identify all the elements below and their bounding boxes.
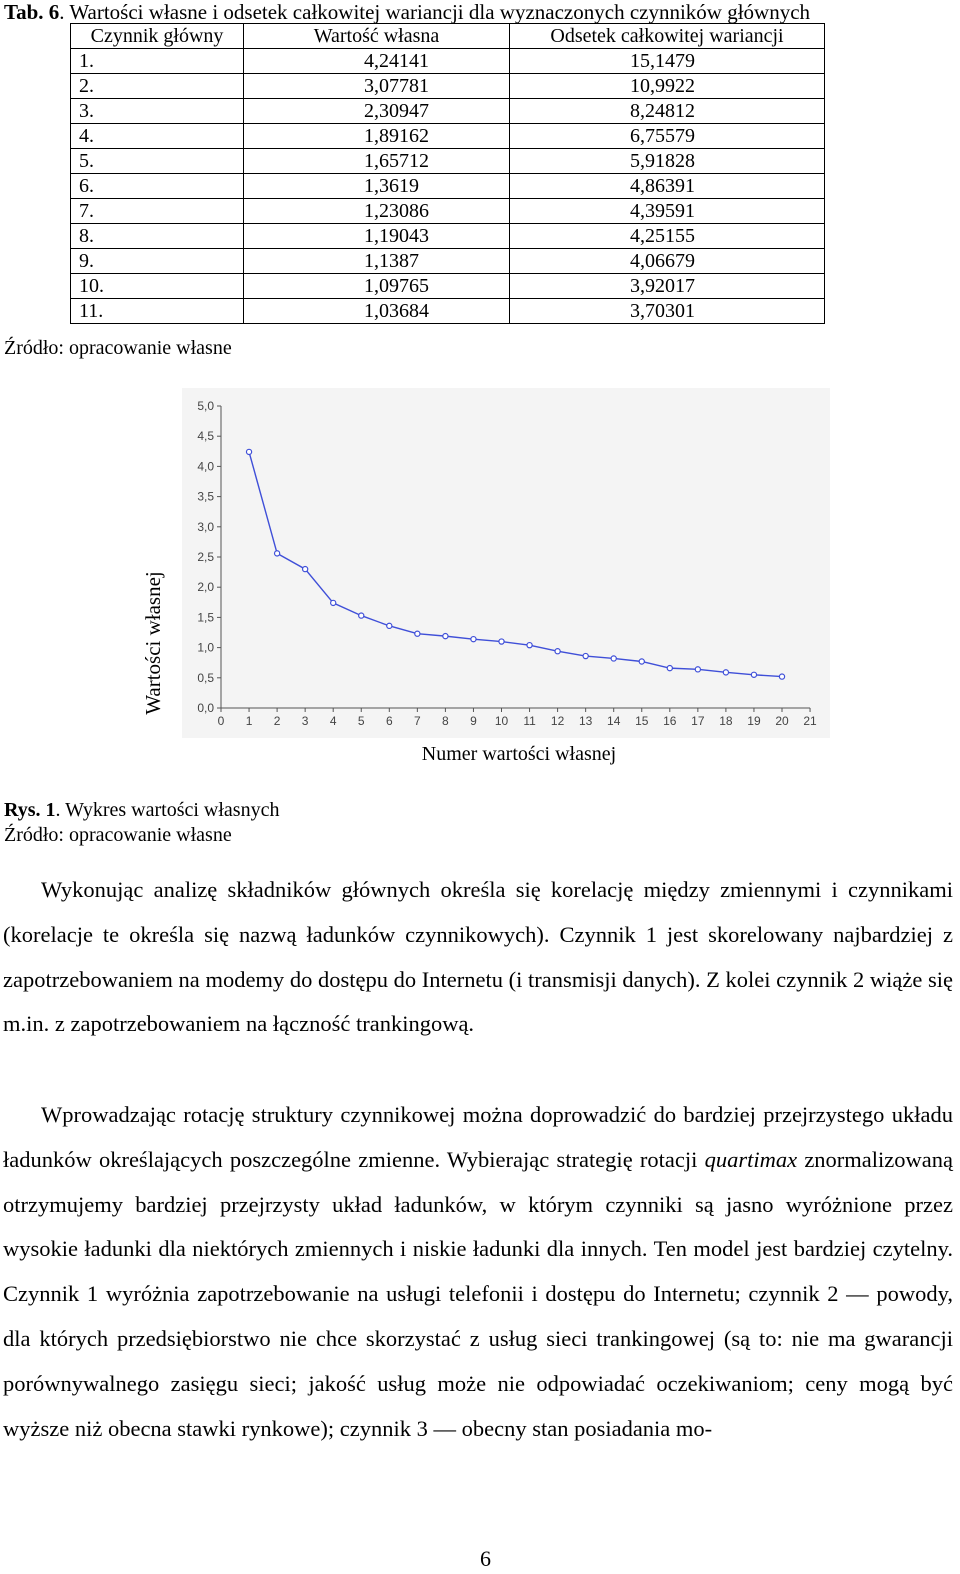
- table-row: [71, 249, 825, 274]
- x-tick-label: 17: [691, 714, 705, 728]
- x-tick-label: 8: [442, 714, 449, 728]
- paragraph-1: [3, 868, 953, 1047]
- data-point: [387, 623, 392, 628]
- paragraph-2-italic: quartimax: [704, 1146, 798, 1172]
- cell-eigenvalue: 4,24141: [244, 49, 510, 74]
- data-point: [527, 643, 532, 648]
- eigenvalue-table: [70, 23, 825, 324]
- y-axis-label: Wartości własnej: [141, 571, 165, 715]
- paragraph-2: [3, 1093, 953, 1451]
- data-point: [499, 639, 504, 644]
- cell-variance: 6,75579: [510, 124, 825, 149]
- y-tick-label: 5,0: [197, 399, 214, 413]
- cell-factor: 4.: [71, 124, 244, 149]
- cell-factor: 6.: [71, 174, 244, 199]
- cell-variance: 15,1479: [510, 49, 825, 74]
- y-tick-label: 3,0: [197, 519, 214, 534]
- data-point: [611, 656, 616, 661]
- table-row: [71, 74, 825, 99]
- cell-factor: 8.: [71, 224, 244, 249]
- x-axis-label: Numer wartości własnej: [421, 743, 617, 765]
- table-caption: [4, 0, 810, 24]
- y-tick-label: 2,5: [197, 550, 214, 564]
- x-tick-label: 1: [245, 714, 253, 728]
- cell-eigenvalue: 1,19043: [244, 224, 510, 249]
- cell-eigenvalue: 1,65712: [244, 149, 510, 174]
- data-point: [667, 666, 672, 671]
- x-tick-label: 7: [414, 714, 421, 728]
- cell-eigenvalue: 1,1387: [244, 249, 510, 274]
- cell-eigenvalue: 2,30947: [244, 99, 510, 124]
- x-tick-label: 2: [273, 714, 281, 728]
- cell-factor: 3.: [71, 99, 244, 124]
- cell-variance: 8,24812: [510, 99, 825, 124]
- data-point: [639, 659, 644, 664]
- table-row: [71, 174, 825, 199]
- cell-variance: 4,25155: [510, 224, 825, 249]
- x-tick-label: 5: [357, 714, 365, 728]
- cell-factor: 9.: [71, 249, 244, 274]
- cell-variance: 10,9922: [510, 74, 825, 99]
- x-tick-label: 15: [635, 714, 649, 728]
- cell-eigenvalue: 1,03684: [244, 299, 510, 324]
- x-tick-label: 9: [470, 714, 477, 728]
- x-tick-label: 14: [607, 714, 621, 728]
- y-tick-label: 2,0: [197, 580, 214, 595]
- x-tick-label: 13: [578, 714, 593, 728]
- figure-caption-text: . Wykres wartości własnych: [55, 799, 280, 821]
- table-caption-text: . Wartości własne i odsetek całkowitej wariancji dla wyznaczonych czynników głównych: [59, 0, 811, 24]
- y-tick-label: 4,5: [197, 429, 214, 444]
- y-tick-label: 0,5: [197, 670, 214, 685]
- cell-eigenvalue: 3,07781: [244, 74, 510, 99]
- x-tick-label: 16: [663, 714, 677, 728]
- x-tick-label: 12: [550, 714, 565, 728]
- table-row: [71, 49, 825, 74]
- data-point: [779, 674, 784, 679]
- cell-eigenvalue: 1,09765: [244, 274, 510, 299]
- data-point: [555, 649, 560, 654]
- figure-caption-label: Rys. 1: [4, 799, 56, 821]
- x-tick-label: 18: [719, 714, 733, 728]
- chart-background: [182, 388, 830, 738]
- table-header-row: [71, 24, 825, 49]
- header-factor: Czynnik główny: [71, 24, 244, 49]
- data-point: [275, 551, 280, 556]
- table-row: [71, 274, 825, 299]
- cell-variance: 4,39591: [510, 199, 825, 224]
- data-point: [331, 600, 336, 605]
- data-point: [359, 613, 364, 618]
- cell-factor: 1.: [71, 49, 244, 74]
- data-point: [303, 566, 308, 571]
- table-body: [71, 49, 825, 324]
- data-point: [415, 631, 420, 636]
- x-tick-label: 0: [217, 714, 225, 728]
- cell-variance: 5,91828: [510, 149, 825, 174]
- paragraph-2-text-a: Wprowadzając rotację struktury czynnikowej można doprowadzić do bardziej przejrzystego układu ładunków określających poszczególne zmienne. Wybierając strategię rotacji: [3, 1102, 953, 1172]
- paragraph-1-text: Wykonując analizę składników głównych określa się korelację między zmiennymi i czynnikami (korelacje te określa się nazwą ładunków czynnikowych). Czynnik 1 jest skorelowany najbardziej z zapotrzebowaniem na modemy do dostępu do Internetu (i transmisji danych). Z kolei czynnik 2 wiąże się m.in. z zapotrzebowaniem na łączność trankingową.: [3, 877, 953, 1037]
- data-point: [443, 634, 448, 639]
- cell-eigenvalue: 1,89162: [244, 124, 510, 149]
- table-row: [71, 224, 825, 249]
- table-source: Źródło: opracowanie własne: [4, 337, 232, 359]
- data-point: [583, 653, 588, 658]
- data-point: [751, 672, 756, 677]
- header-variance: Odsetek całkowitej wariancji: [510, 24, 825, 49]
- x-tick-label: 10: [494, 714, 509, 728]
- data-point: [723, 670, 728, 675]
- data-point: [246, 449, 251, 454]
- figure-source: Źródło: opracowanie własne: [4, 824, 232, 846]
- cell-factor: 7.: [71, 199, 244, 224]
- table-row: [71, 299, 825, 324]
- y-tick-label: 3,5: [197, 489, 214, 504]
- x-tick-label: 4: [329, 714, 337, 728]
- y-tick-label: 1,5: [197, 610, 214, 625]
- y-tick-label: 4,0: [197, 459, 214, 474]
- data-point: [471, 637, 476, 642]
- x-tick-label: 19: [747, 714, 761, 728]
- eigenvalue-chart: [0, 380, 960, 780]
- cell-variance: 3,70301: [510, 299, 825, 324]
- data-point: [695, 667, 700, 672]
- y-tick-label: 1,0: [197, 640, 214, 655]
- table-row: [71, 149, 825, 174]
- figure-caption: [4, 798, 279, 822]
- table-row: [71, 199, 825, 224]
- x-tick-label: 11: [523, 714, 536, 728]
- cell-variance: 4,06679: [510, 249, 825, 274]
- cell-factor: 11.: [71, 299, 244, 324]
- cell-eigenvalue: 1,3619: [244, 174, 510, 199]
- x-tick-label: 6: [385, 714, 393, 728]
- cell-variance: 3,92017: [510, 274, 825, 299]
- table-caption-label: Tab. 6: [4, 0, 60, 24]
- table-row: [71, 99, 825, 124]
- x-tick-label: 3: [301, 714, 309, 728]
- cell-factor: 2.: [71, 74, 244, 99]
- x-tick-label: 21: [803, 714, 817, 728]
- table-row: [71, 124, 825, 149]
- paragraph-2-text-b: znormalizowaną otrzymujemy bardziej przejrzysty układ ładunków, w którym czynniki są jasno wyróżnione przez wysokie ładunki dla niektórych zmiennych i niskie ładunki dla innych. Ten model jest bardziej czytelny. Czynnik 1 wyróżnia zapotrzebowanie na usługi telefonii i dostępu do Internetu; czynnik 2 — powody, dla których przedsiębiorstwo nie chce skorzystać z usług sieci trankingowej (są to: nie ma gwarancji porównywalnego zasięgu sieci; jakość usług może nie odpowiadać oczekiwaniom; ceny mogą być wyższe niż obecna stawki rynkowe); czynnik 3 — obecny stan posiadania mo-: [3, 1146, 953, 1441]
- header-eigenvalue: Wartość własna: [244, 24, 510, 49]
- y-tick-label: 0,0: [197, 701, 214, 715]
- cell-eigenvalue: 1,23086: [244, 199, 510, 224]
- cell-factor: 5.: [71, 149, 244, 174]
- x-tick-label: 20: [775, 714, 789, 728]
- cell-variance: 4,86391: [510, 174, 825, 199]
- cell-factor: 10.: [71, 274, 244, 299]
- page-number: 6: [480, 1546, 491, 1571]
